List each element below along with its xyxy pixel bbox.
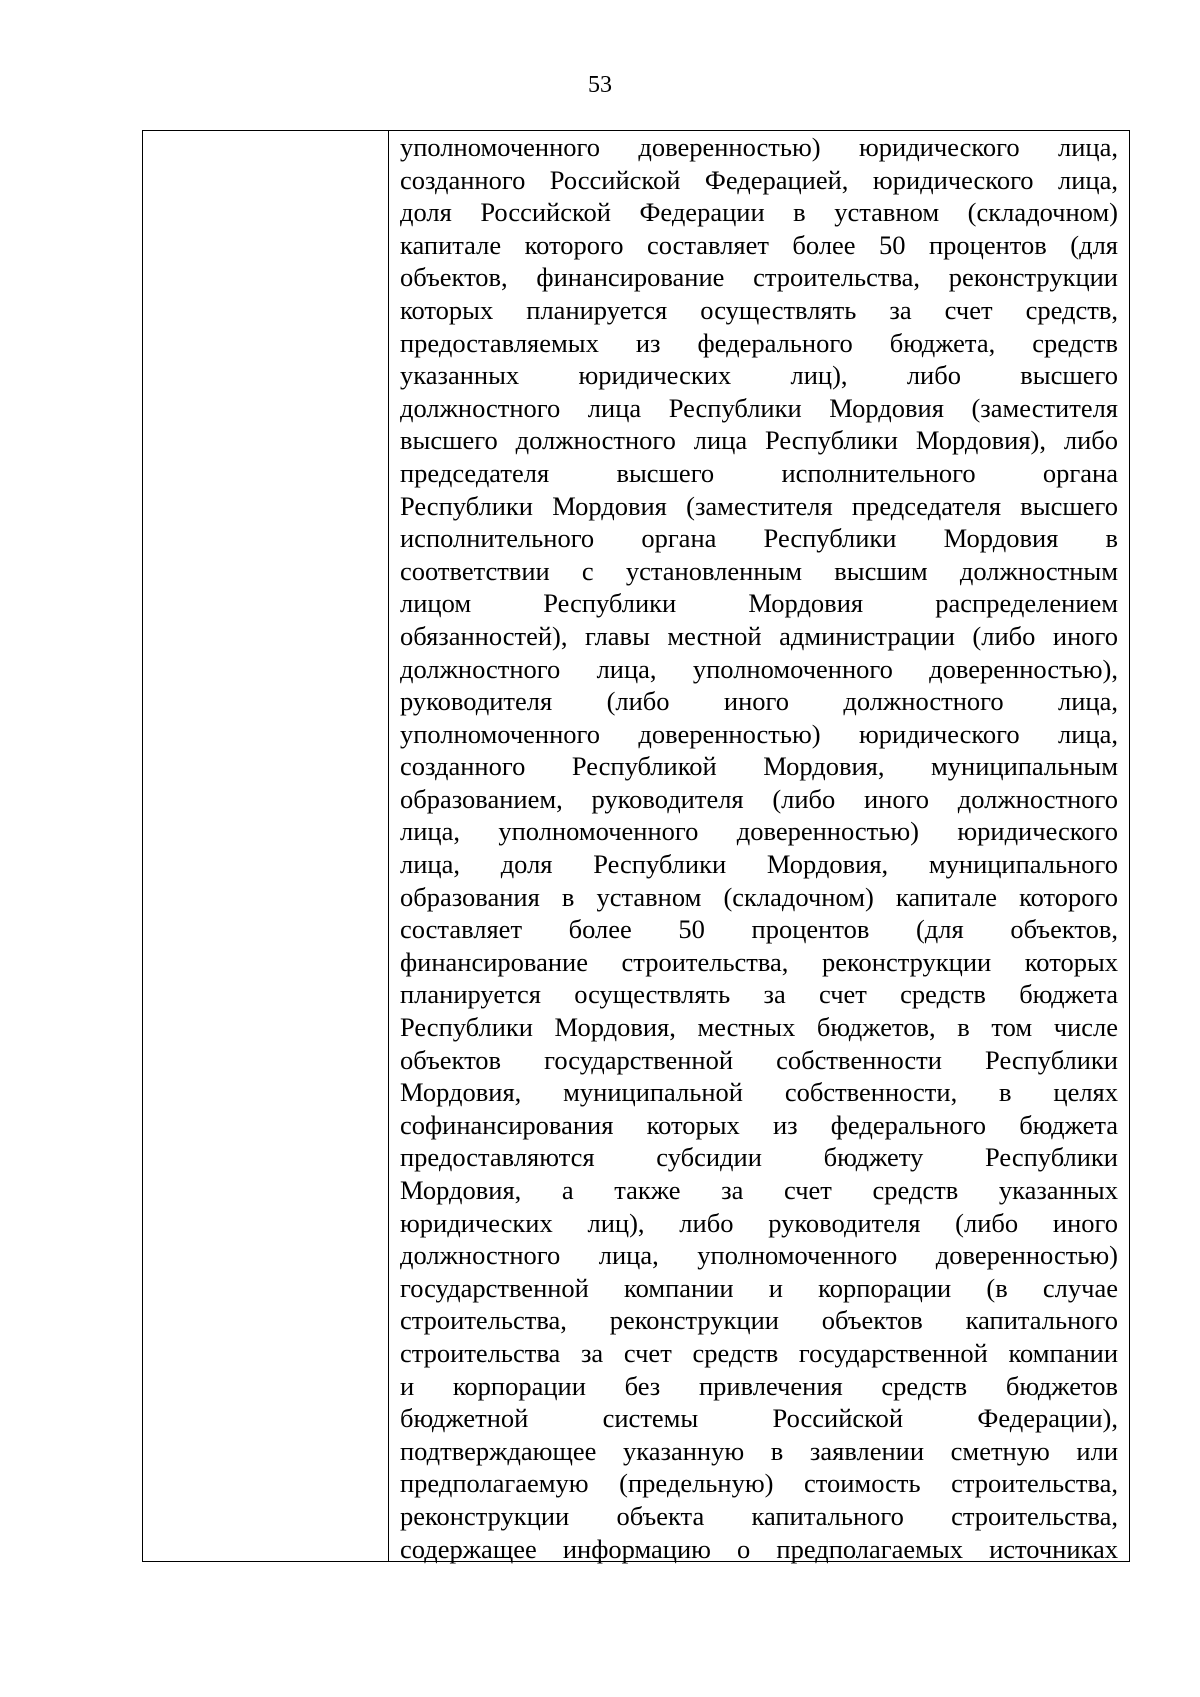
text-line: подтверждающее указанную в заявлении сметную или xyxy=(400,1435,1118,1466)
text-line: образованием, руководителя (либо иного должностного xyxy=(400,783,1118,814)
text-line: капитале которого составляет более 50 процентов (для xyxy=(400,229,1118,260)
text-line: объектов государственной собственности Республики xyxy=(400,1044,1118,1075)
text-line: должностного лица Республики Мордовия (заместителя xyxy=(400,392,1118,423)
text-line: государственной компании и корпорации (в случае xyxy=(400,1272,1118,1303)
text-line: строительства, реконструкции объектов капитального xyxy=(400,1305,1118,1336)
document-table xyxy=(142,130,1130,1562)
text-line: указанных юридических лиц), либо высшего xyxy=(400,360,1118,391)
text-line: и корпорации без привлечения средств бюджетов xyxy=(400,1370,1118,1401)
text-line: Республики Мордовия (заместителя председателя высшего xyxy=(400,490,1118,521)
text-line: уполномоченного доверенностью) юридического лица, xyxy=(400,718,1118,749)
text-line: планируется осуществлять за счет средств бюджета xyxy=(400,979,1118,1010)
text-line: содержащее информацию о предполагаемых источниках xyxy=(400,1533,1118,1564)
text-line: Республики Мордовия, местных бюджетов, в том числе xyxy=(400,1012,1118,1043)
text-line: лица, доля Республики Мордовия, муниципального xyxy=(400,849,1118,880)
text-line: предоставляются субсидии бюджету Республики xyxy=(400,1142,1118,1173)
text-line: должностного лица, уполномоченного доверенностью) xyxy=(400,1240,1118,1271)
table-cell-right xyxy=(389,131,1129,1564)
text-line: обязанностей), главы местной администрации (либо иного xyxy=(400,620,1118,651)
text-line: руководителя (либо иного должностного лица, xyxy=(400,686,1118,717)
text-line: юридических лиц), либо руководителя (либо иного xyxy=(400,1207,1118,1238)
text-line: созданного Российской Федерацией, юридического лица, xyxy=(400,164,1118,195)
text-line: объектов, финансирование строительства, реконструкции xyxy=(400,262,1118,293)
table-cell-left xyxy=(143,131,389,1561)
text-line: которых планируется осуществлять за счет средств, xyxy=(400,294,1118,325)
text-line: председателя высшего исполнительного органа xyxy=(400,457,1118,488)
text-line: Мордовия, а также за счет средств указанных xyxy=(400,1175,1118,1205)
text-line: лицом Республики Мордовия распределением xyxy=(400,588,1118,619)
text-line: реконструкции объекта капитального строительства, xyxy=(400,1500,1118,1531)
page-number: 53 xyxy=(588,72,612,98)
text-line: исполнительного органа Республики Мордовия в xyxy=(400,523,1118,554)
text-line: Мордовия, муниципальной собственности, в целях xyxy=(400,1077,1118,1108)
text-line: должностного лица, уполномоченного доверенностью), xyxy=(400,653,1118,684)
text-line: доля Российской Федерации в уставном (складочном) xyxy=(400,197,1118,228)
text-line: составляет более 50 процентов (для объектов, xyxy=(400,914,1118,945)
text-line: финансирование строительства, реконструкции которых xyxy=(400,946,1118,977)
text-line: образования в уставном (складочном) капитале которого xyxy=(400,881,1118,912)
text-line: софинансирования которых из федерального бюджета xyxy=(400,1109,1118,1140)
text-line: лица, уполномоченного доверенностью) юридического xyxy=(400,816,1118,847)
text-line: высшего должностного лица Республики Мордовия), либо xyxy=(400,425,1118,456)
text-line: предполагаемую (предельную) стоимость строительства, xyxy=(400,1468,1118,1499)
text-line: предоставляемых из федерального бюджета, средств xyxy=(400,327,1118,358)
text-line: бюджетной системы Российской Федерации), xyxy=(400,1403,1118,1434)
text-line: строительства за счет средств государственной компании xyxy=(400,1337,1118,1368)
text-line: уполномоченного доверенностью) юридического лица, xyxy=(400,132,1118,162)
text-line: соответствии с установленным высшим должностным xyxy=(400,555,1118,586)
text-line: созданного Республикой Мордовия, муниципальным xyxy=(400,751,1118,782)
